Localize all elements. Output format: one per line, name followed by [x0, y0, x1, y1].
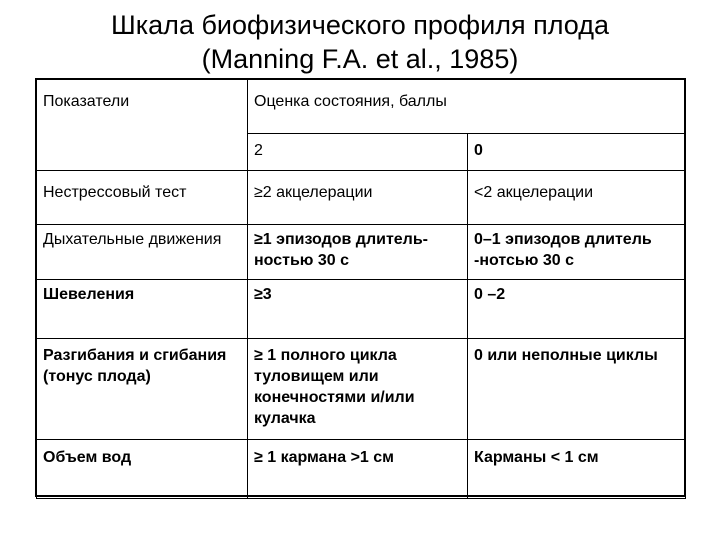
row-indicator: Объем вод — [37, 440, 248, 499]
title-line-1: Шкала биофизического профиля плода — [111, 10, 609, 40]
title-line-2: (Manning F.A. et al., 1985) — [201, 44, 519, 74]
row-score-2: ≥1 эпизодов длитель-ностью 30 с — [248, 225, 468, 280]
row-indicator: Разгибания и сгибания (тонус плода) — [37, 339, 248, 440]
header-indicators: Показатели — [37, 80, 248, 171]
biophysical-profile-table — [36, 79, 686, 499]
row-score-2: ≥ 1 кармана >1 см — [248, 440, 468, 499]
row-score-0: 0 или неполные циклы — [468, 339, 686, 440]
row-indicator: Шевеления — [37, 280, 248, 339]
header-score-2: 2 — [248, 134, 468, 171]
slide-title — [0, 8, 720, 76]
row-score-0: Карманы < 1 см — [468, 440, 686, 499]
row-score-2: ≥2 акцелерации — [248, 171, 468, 225]
row-score-0: 0 –2 — [468, 280, 686, 339]
row-indicator: Нестрессовый тест — [37, 171, 248, 225]
row-score-2: ≥3 — [248, 280, 468, 339]
row-indicator: Дыхательные движения — [37, 225, 248, 280]
row-score-0: 0–1 эпизодов длитель -нотсью 30 с — [468, 225, 686, 280]
header-score-0: 0 — [468, 134, 686, 171]
header-assessment: Оценка состояния, баллы — [248, 80, 686, 134]
row-score-0: <2 акцелерации — [468, 171, 686, 225]
row-score-2: ≥ 1 полного цикла туловищем или конечностями и/или кулачка — [248, 339, 468, 440]
